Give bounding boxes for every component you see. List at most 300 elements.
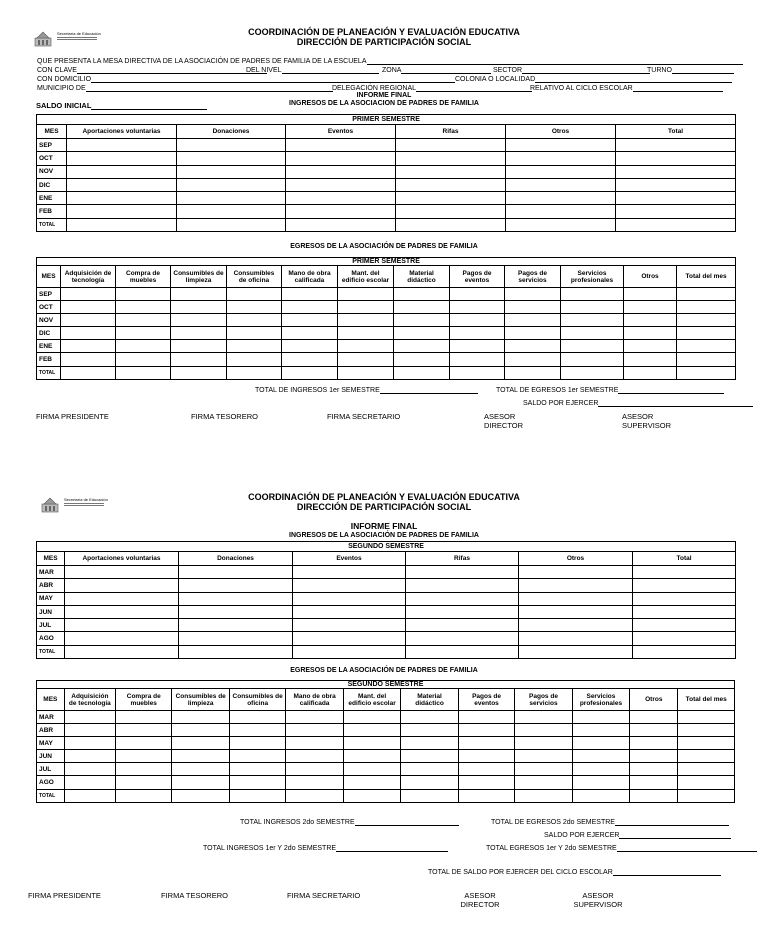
amount-cell[interactable]: [616, 218, 736, 231]
table-row: [37, 737, 735, 750]
amount-cell[interactable]: [458, 711, 514, 724]
amount-cell[interactable]: [116, 711, 172, 724]
amount-cell[interactable]: [561, 288, 624, 301]
amount-cell[interactable]: [406, 619, 519, 632]
amount-cell[interactable]: [227, 366, 282, 379]
amount-cell[interactable]: [67, 218, 177, 231]
amount-cell[interactable]: [61, 353, 116, 366]
amount-cell[interactable]: [572, 776, 629, 789]
amount-cell[interactable]: [630, 750, 678, 763]
amount-cell[interactable]: [677, 327, 736, 340]
amount-cell[interactable]: [505, 288, 561, 301]
amount-cell[interactable]: [61, 340, 116, 353]
amount-cell[interactable]: [286, 737, 343, 750]
amount-cell[interactable]: [286, 152, 396, 165]
column-header: Mano de obra calificada: [282, 266, 338, 288]
amount-cell[interactable]: [396, 152, 506, 165]
amount-cell[interactable]: [61, 314, 116, 327]
amount-cell[interactable]: [678, 724, 735, 737]
month-label: ABR: [37, 579, 65, 592]
amount-cell[interactable]: [286, 763, 343, 776]
amount-cell[interactable]: [394, 301, 450, 314]
amount-cell[interactable]: [394, 340, 450, 353]
amount-cell[interactable]: [177, 205, 286, 218]
amount-cell[interactable]: [282, 301, 338, 314]
amount-cell[interactable]: [227, 327, 282, 340]
amount-cell[interactable]: [450, 288, 505, 301]
egresos-title-1: EGRESOS DE LA ASOCIACIÓN DE PADRES DE FAMILIA: [290, 243, 478, 250]
month-label: ABR: [37, 724, 65, 737]
amount-cell[interactable]: [286, 218, 396, 231]
amount-cell[interactable]: [229, 750, 285, 763]
amount-cell[interactable]: [179, 645, 293, 658]
amount-cell[interactable]: [229, 724, 285, 737]
amount-cell[interactable]: [677, 314, 736, 327]
amount-cell[interactable]: [561, 314, 624, 327]
amount-cell[interactable]: [401, 737, 458, 750]
amount-cell[interactable]: [65, 632, 179, 645]
amount-cell[interactable]: [458, 737, 514, 750]
amount-cell[interactable]: [515, 750, 572, 763]
amount-cell[interactable]: [624, 288, 677, 301]
amount-cell[interactable]: [633, 566, 736, 579]
amount-cell[interactable]: [630, 789, 678, 802]
saldo-ciclo-field[interactable]: [613, 868, 721, 876]
table-row: [37, 301, 736, 314]
amount-cell[interactable]: [286, 178, 396, 191]
amount-cell[interactable]: [572, 763, 629, 776]
amount-cell[interactable]: [458, 789, 514, 802]
amount-cell[interactable]: [286, 724, 343, 737]
amount-cell[interactable]: [177, 152, 286, 165]
amount-cell[interactable]: [616, 139, 736, 152]
amount-cell[interactable]: [450, 301, 505, 314]
amount-cell[interactable]: [519, 645, 633, 658]
amount-cell[interactable]: [343, 750, 400, 763]
amount-cell[interactable]: [286, 139, 396, 152]
amount-cell[interactable]: [179, 605, 293, 618]
table-row: [37, 192, 736, 205]
amount-cell[interactable]: [458, 724, 514, 737]
amount-cell[interactable]: [572, 711, 629, 724]
amount-cell[interactable]: [64, 711, 115, 724]
amount-cell[interactable]: [624, 327, 677, 340]
amount-cell[interactable]: [677, 353, 736, 366]
amount-cell[interactable]: [450, 366, 505, 379]
amount-cell[interactable]: [177, 218, 286, 231]
amount-cell[interactable]: [515, 789, 572, 802]
amount-cell[interactable]: [396, 192, 506, 205]
amount-cell[interactable]: [286, 750, 343, 763]
amount-cell[interactable]: [633, 619, 736, 632]
amount-cell[interactable]: [67, 192, 177, 205]
column-header: Pagos de servicios: [515, 689, 572, 711]
amount-cell[interactable]: [171, 327, 227, 340]
amount-cell[interactable]: [406, 605, 519, 618]
amount-cell[interactable]: [624, 366, 677, 379]
amount-cell[interactable]: [293, 619, 406, 632]
amount-cell[interactable]: [401, 724, 458, 737]
total-ingresos-1-field[interactable]: [380, 386, 478, 394]
amount-cell[interactable]: [406, 632, 519, 645]
amount-cell[interactable]: [396, 205, 506, 218]
amount-cell[interactable]: [624, 314, 677, 327]
amount-cell[interactable]: [172, 763, 229, 776]
amount-cell[interactable]: [286, 205, 396, 218]
delegacion-label: DELEGACIÓN REGIONAL: [332, 85, 417, 92]
amount-cell[interactable]: [293, 592, 406, 605]
amount-cell[interactable]: [61, 288, 116, 301]
amount-cell[interactable]: [633, 605, 736, 618]
amount-cell[interactable]: [338, 327, 394, 340]
total-egresos-1-field[interactable]: [618, 386, 724, 394]
amount-cell[interactable]: [179, 566, 293, 579]
amount-cell[interactable]: [406, 566, 519, 579]
amount-cell[interactable]: [394, 288, 450, 301]
column-header: Eventos: [293, 552, 406, 566]
column-header: Consumibles de limpieza: [171, 266, 227, 288]
amount-cell[interactable]: [396, 165, 506, 178]
amount-cell[interactable]: [505, 353, 561, 366]
amount-cell[interactable]: [401, 776, 458, 789]
amount-cell[interactable]: [561, 340, 624, 353]
amount-cell[interactable]: [677, 288, 736, 301]
amount-cell[interactable]: [616, 152, 736, 165]
amount-cell[interactable]: [179, 592, 293, 605]
amount-cell[interactable]: [616, 165, 736, 178]
table-row: [37, 218, 736, 231]
amount-cell[interactable]: [396, 178, 506, 191]
amount-cell[interactable]: [572, 789, 629, 802]
amount-cell[interactable]: [229, 737, 285, 750]
amount-cell[interactable]: [506, 139, 616, 152]
amount-cell[interactable]: [338, 314, 394, 327]
total-egresos-ambos-field[interactable]: [617, 844, 757, 852]
amount-cell[interactable]: [616, 205, 736, 218]
amount-cell[interactable]: [67, 205, 177, 218]
turno-field[interactable]: [672, 66, 734, 74]
amount-cell[interactable]: [515, 724, 572, 737]
escuela-field[interactable]: [367, 57, 743, 65]
amount-cell[interactable]: [172, 776, 229, 789]
amount-cell[interactable]: [67, 178, 177, 191]
amount-cell[interactable]: [286, 165, 396, 178]
amount-cell[interactable]: [116, 366, 171, 379]
amount-cell[interactable]: [116, 750, 172, 763]
amount-cell[interactable]: [64, 737, 115, 750]
amount-cell[interactable]: [572, 737, 629, 750]
zona-field[interactable]: [401, 66, 491, 74]
amount-cell[interactable]: [401, 763, 458, 776]
amount-cell[interactable]: [116, 763, 172, 776]
amount-cell[interactable]: [519, 605, 633, 618]
domicilio-field[interactable]: [91, 75, 455, 83]
amount-cell[interactable]: [624, 301, 677, 314]
amount-cell[interactable]: [172, 711, 229, 724]
amount-cell[interactable]: [229, 789, 285, 802]
amount-cell[interactable]: [396, 218, 506, 231]
amount-cell[interactable]: [179, 619, 293, 632]
table-row: [37, 605, 736, 618]
amount-cell[interactable]: [286, 789, 343, 802]
amount-cell[interactable]: [172, 789, 229, 802]
amount-cell[interactable]: [633, 632, 736, 645]
amount-cell[interactable]: [227, 301, 282, 314]
table-row: [37, 711, 735, 724]
amount-cell[interactable]: [338, 340, 394, 353]
amount-cell[interactable]: [630, 737, 678, 750]
amount-cell[interactable]: [179, 632, 293, 645]
amount-cell[interactable]: [67, 139, 177, 152]
amount-cell[interactable]: [227, 314, 282, 327]
amount-cell[interactable]: [630, 763, 678, 776]
table-row: [37, 579, 736, 592]
amount-cell[interactable]: [506, 178, 616, 191]
amount-cell[interactable]: [561, 301, 624, 314]
amount-cell[interactable]: [519, 619, 633, 632]
colonia-field[interactable]: [535, 75, 732, 83]
supervisor-1: SUPERVISOR: [622, 421, 672, 430]
amount-cell[interactable]: [171, 314, 227, 327]
amount-cell[interactable]: [406, 592, 519, 605]
amount-cell[interactable]: [678, 789, 735, 802]
amount-cell[interactable]: [519, 632, 633, 645]
amount-cell[interactable]: [116, 737, 172, 750]
amount-cell[interactable]: [116, 724, 172, 737]
amount-cell[interactable]: [227, 340, 282, 353]
amount-cell[interactable]: [227, 353, 282, 366]
amount-cell[interactable]: [450, 314, 505, 327]
amount-cell[interactable]: [506, 218, 616, 231]
amount-cell[interactable]: [394, 327, 450, 340]
amount-cell[interactable]: [630, 724, 678, 737]
amount-cell[interactable]: [293, 645, 406, 658]
amount-cell[interactable]: [116, 353, 171, 366]
amount-cell[interactable]: [506, 152, 616, 165]
amount-cell[interactable]: [286, 776, 343, 789]
amount-cell[interactable]: [282, 340, 338, 353]
amount-cell[interactable]: [624, 340, 677, 353]
amount-cell[interactable]: [624, 353, 677, 366]
amount-cell[interactable]: [630, 776, 678, 789]
amount-cell[interactable]: [458, 763, 514, 776]
month-label: ENE: [37, 340, 61, 353]
amount-cell[interactable]: [450, 340, 505, 353]
amount-cell[interactable]: [572, 724, 629, 737]
amount-cell[interactable]: [64, 789, 115, 802]
amount-cell[interactable]: [561, 327, 624, 340]
saldo-ejercer-2-field[interactable]: [619, 831, 731, 839]
amount-cell[interactable]: [338, 353, 394, 366]
amount-cell[interactable]: [343, 763, 400, 776]
amount-cell[interactable]: [343, 737, 400, 750]
amount-cell[interactable]: [61, 366, 116, 379]
amount-cell[interactable]: [116, 288, 171, 301]
amount-cell[interactable]: [282, 314, 338, 327]
amount-cell[interactable]: [282, 366, 338, 379]
month-label: JUN: [37, 605, 65, 618]
total-ingresos-2-field[interactable]: [355, 818, 459, 826]
amount-cell[interactable]: [633, 579, 736, 592]
amount-cell[interactable]: [179, 579, 293, 592]
amount-cell[interactable]: [229, 763, 285, 776]
amount-cell[interactable]: [630, 711, 678, 724]
amount-cell[interactable]: [171, 288, 227, 301]
amount-cell[interactable]: [172, 750, 229, 763]
amount-cell[interactable]: [177, 192, 286, 205]
firma-secretario-2: FIRMA SECRETARIO: [287, 891, 361, 900]
amount-cell[interactable]: [401, 711, 458, 724]
amount-cell[interactable]: [633, 645, 736, 658]
amount-cell[interactable]: [282, 353, 338, 366]
amount-cell[interactable]: [64, 776, 115, 789]
amount-cell[interactable]: [394, 366, 450, 379]
amount-cell[interactable]: [227, 288, 282, 301]
amount-cell[interactable]: [65, 605, 179, 618]
amount-cell[interactable]: [506, 205, 616, 218]
amount-cell[interactable]: [450, 327, 505, 340]
amount-cell[interactable]: [505, 314, 561, 327]
month-label: MAY: [37, 592, 65, 605]
amount-cell[interactable]: [286, 711, 343, 724]
amount-cell[interactable]: [171, 366, 227, 379]
amount-cell[interactable]: [406, 579, 519, 592]
amount-cell[interactable]: [293, 605, 406, 618]
amount-cell[interactable]: [338, 288, 394, 301]
amount-cell[interactable]: [394, 314, 450, 327]
amount-cell[interactable]: [561, 353, 624, 366]
amount-cell[interactable]: [116, 301, 171, 314]
amount-cell[interactable]: [678, 711, 735, 724]
amount-cell[interactable]: [450, 353, 505, 366]
amount-cell[interactable]: [677, 301, 736, 314]
amount-cell[interactable]: [338, 366, 394, 379]
amount-cell[interactable]: [116, 776, 172, 789]
amount-cell[interactable]: [293, 579, 406, 592]
amount-cell[interactable]: [633, 592, 736, 605]
amount-cell[interactable]: [65, 592, 179, 605]
amount-cell[interactable]: [519, 592, 633, 605]
amount-cell[interactable]: [515, 737, 572, 750]
asesor-2b: ASESOR: [582, 891, 614, 900]
amount-cell[interactable]: [338, 301, 394, 314]
total-ingresos-ambos-field[interactable]: [336, 844, 448, 852]
amount-cell[interactable]: [505, 301, 561, 314]
amount-cell[interactable]: [293, 632, 406, 645]
amount-cell[interactable]: [61, 327, 116, 340]
total-egresos-2-field[interactable]: [615, 818, 729, 826]
amount-cell[interactable]: [172, 737, 229, 750]
table-row: [37, 776, 735, 789]
amount-cell[interactable]: [65, 645, 179, 658]
amount-cell[interactable]: [505, 340, 561, 353]
amount-cell[interactable]: [505, 366, 561, 379]
amount-cell[interactable]: [677, 340, 736, 353]
saldo-inicial-label: SALDO INICIAL: [36, 101, 92, 110]
amount-cell[interactable]: [65, 579, 179, 592]
amount-cell[interactable]: [506, 165, 616, 178]
amount-cell[interactable]: [64, 724, 115, 737]
amount-cell[interactable]: [343, 724, 400, 737]
amount-cell[interactable]: [229, 776, 285, 789]
sector-field[interactable]: [522, 66, 650, 74]
amount-cell[interactable]: [177, 178, 286, 191]
delegacion-field[interactable]: [416, 84, 532, 92]
amount-cell[interactable]: [458, 776, 514, 789]
amount-cell[interactable]: [561, 366, 624, 379]
amount-cell[interactable]: [116, 340, 171, 353]
amount-cell[interactable]: [293, 566, 406, 579]
amount-cell[interactable]: [171, 353, 227, 366]
amount-cell[interactable]: [458, 750, 514, 763]
amount-cell[interactable]: [396, 139, 506, 152]
amount-cell[interactable]: [61, 301, 116, 314]
amount-cell[interactable]: [506, 192, 616, 205]
amount-cell[interactable]: [116, 789, 172, 802]
amount-cell[interactable]: [677, 366, 736, 379]
amount-cell[interactable]: [401, 789, 458, 802]
amount-cell[interactable]: [64, 763, 115, 776]
amount-cell[interactable]: [572, 750, 629, 763]
municipio-field[interactable]: [86, 84, 333, 92]
supervisor-2: SUPERVISOR: [573, 900, 623, 909]
amount-cell[interactable]: [515, 776, 572, 789]
amount-cell[interactable]: [678, 737, 735, 750]
amount-cell[interactable]: [172, 724, 229, 737]
amount-cell[interactable]: [515, 763, 572, 776]
amount-cell[interactable]: [616, 192, 736, 205]
amount-cell[interactable]: [394, 353, 450, 366]
nivel-field[interactable]: [282, 66, 379, 74]
amount-cell[interactable]: [65, 619, 179, 632]
amount-cell[interactable]: [171, 301, 227, 314]
amount-cell[interactable]: [678, 750, 735, 763]
amount-cell[interactable]: [177, 165, 286, 178]
amount-cell[interactable]: [171, 340, 227, 353]
amount-cell[interactable]: [515, 711, 572, 724]
amount-cell[interactable]: [406, 645, 519, 658]
amount-cell[interactable]: [678, 763, 735, 776]
clave-field[interactable]: [77, 66, 267, 74]
director-2: DIRECTOR: [460, 900, 500, 909]
amount-cell[interactable]: [65, 566, 179, 579]
amount-cell[interactable]: [343, 711, 400, 724]
amount-cell[interactable]: [177, 139, 286, 152]
amount-cell[interactable]: [343, 776, 400, 789]
amount-cell[interactable]: [519, 566, 633, 579]
amount-cell[interactable]: [401, 750, 458, 763]
amount-cell[interactable]: [343, 789, 400, 802]
zona-label: ZONA: [382, 67, 402, 74]
amount-cell[interactable]: [282, 327, 338, 340]
amount-cell[interactable]: [505, 327, 561, 340]
amount-cell[interactable]: [229, 711, 285, 724]
amount-cell[interactable]: [286, 192, 396, 205]
amount-cell[interactable]: [67, 152, 177, 165]
amount-cell[interactable]: [519, 579, 633, 592]
amount-cell[interactable]: [64, 750, 115, 763]
amount-cell[interactable]: [116, 327, 171, 340]
ciclo-field[interactable]: [633, 84, 723, 92]
amount-cell[interactable]: [616, 178, 736, 191]
month-label: AGO: [37, 632, 65, 645]
amount-cell[interactable]: [282, 288, 338, 301]
amount-cell[interactable]: [678, 776, 735, 789]
column-header: Rifas: [396, 125, 506, 139]
amount-cell[interactable]: [67, 165, 177, 178]
amount-cell[interactable]: [116, 314, 171, 327]
saldo-ejercer-1-field[interactable]: [598, 399, 753, 407]
